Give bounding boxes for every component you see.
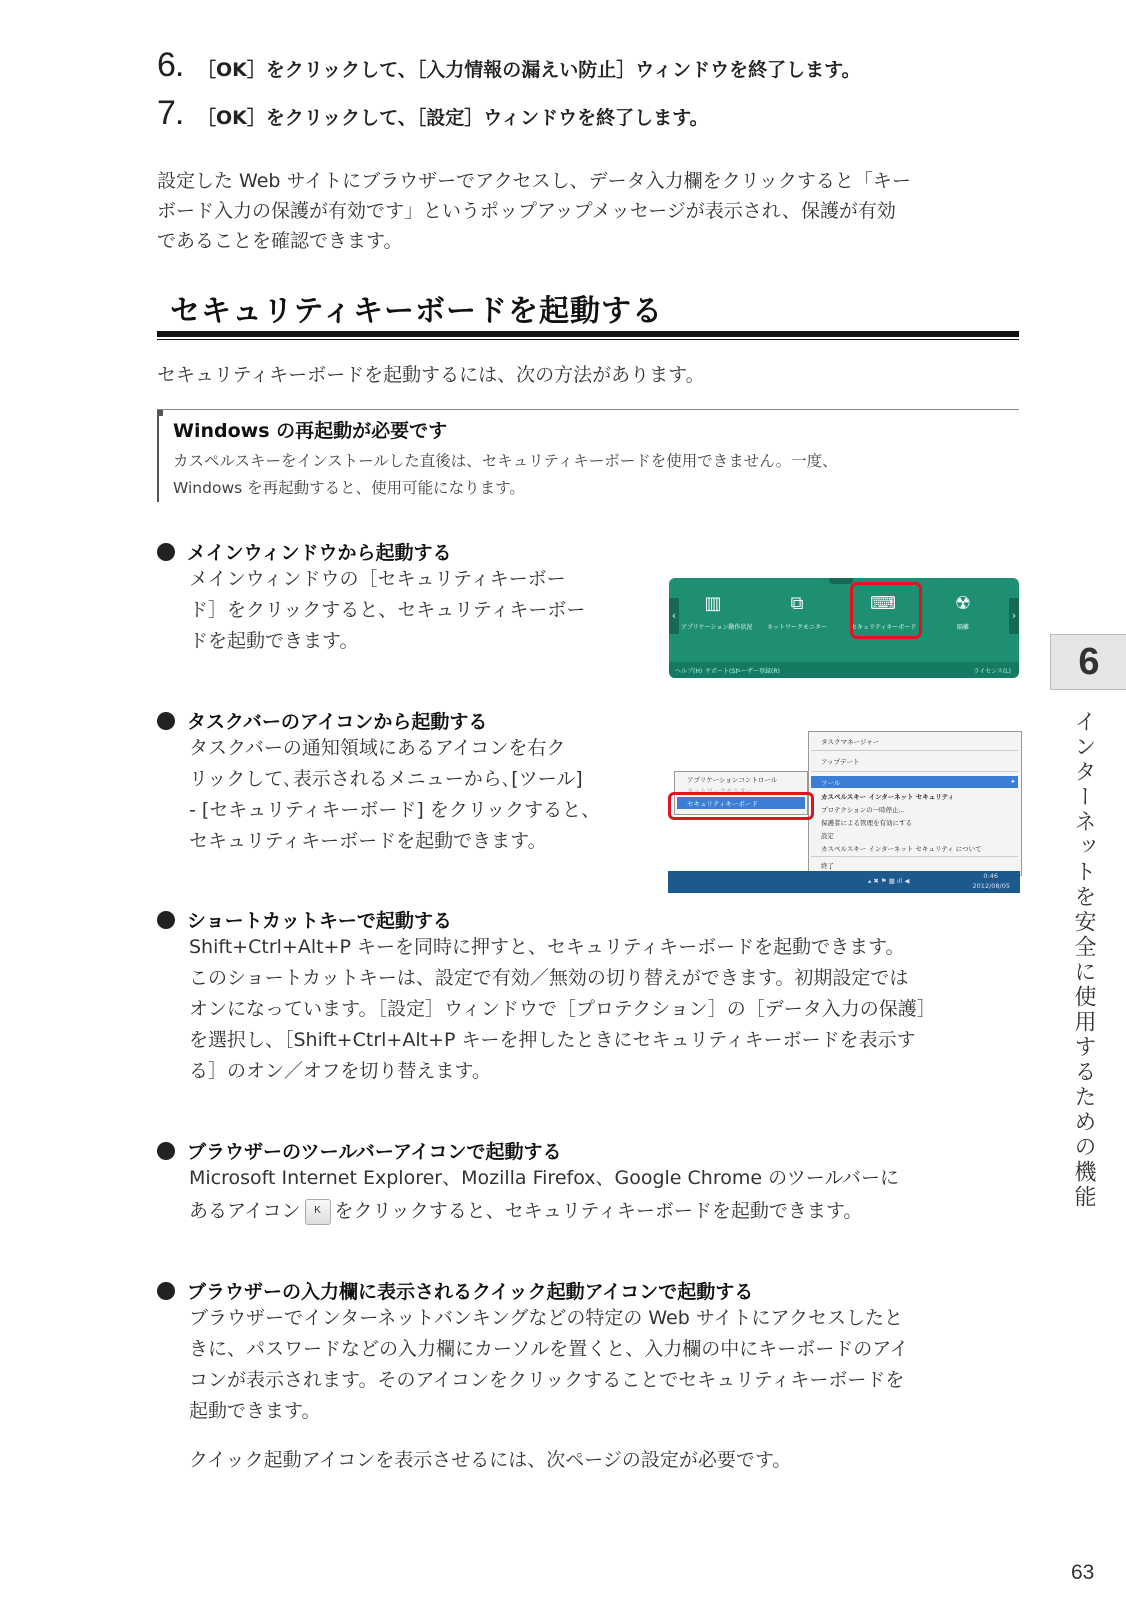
note-line: カスペルスキーをインストールした直後は、セキュリティキーボードを使用できません。一度、 [173, 452, 838, 470]
highlight-frame [668, 792, 814, 820]
menu-item: ツール [821, 779, 841, 787]
intro-paragraph [157, 166, 911, 256]
method-body [189, 564, 585, 657]
step-text: ［OK］をクリックして、［入力情報の漏えい防止］ウィンドウを終了します。 [197, 59, 861, 81]
menu-separator [811, 750, 1018, 751]
body-line: オンになっています。［設定］ウィンドウで［プロテクション］の［データ入力の保護］ [189, 998, 936, 1020]
menu-item: 設定 [821, 832, 834, 840]
note-bar [157, 410, 159, 502]
method-title [157, 707, 487, 734]
intro-line: 設定した Web サイトにブラウザーでアクセスし、データ入力欄をクリックすると「キー [157, 170, 911, 192]
body-line: を選択し、［Shift+Ctrl+Alt+P キーを押したときにセキュリティキーボードを表示す [189, 1029, 916, 1051]
chapter-tab: 6 [1050, 634, 1126, 690]
chart-icon: ▥ [704, 593, 722, 614]
menu-item: ネットワークモニター [687, 787, 752, 795]
tile-label: ネットワークモニター [766, 624, 827, 631]
bullet-icon [157, 1282, 175, 1300]
body-line: ド］をクリックすると、セキュリティキーボー [189, 599, 586, 621]
body-line [189, 1196, 899, 1227]
tile-label: アプリケーション動作状況 [681, 624, 753, 631]
menu-item: セキュリティキーボード [687, 800, 758, 808]
tile-label: セキュリティキーボード [851, 624, 917, 631]
note-title: Windows の再起動が必要です [173, 420, 448, 442]
note-body [173, 448, 993, 502]
keyboard-toolbar-icon: K [305, 1199, 331, 1225]
step-number: 7. [157, 94, 184, 132]
footer-link: サポート(S) [705, 668, 738, 675]
step-text: ［OK］をクリックして、［設定］ウィンドウを終了します。 [197, 107, 709, 129]
step-number: 6. [157, 46, 184, 84]
body-line: このショートカットキーは、設定で有効／無効の切り替えができます。初期設定では [189, 967, 909, 989]
body-line: ドを起動できます。 [189, 630, 359, 652]
tile-quarantine [931, 592, 995, 631]
section-heading: セキュリティキーボードを起動する [170, 294, 663, 329]
note-line: Windows を再起動すると、使用可能になります。 [173, 479, 525, 497]
menu-item: タスクマネージャー [821, 738, 880, 746]
method-body [189, 733, 600, 857]
chevron-left-icon: ‹ [669, 598, 679, 634]
keyboard-icon: ⌨ [870, 593, 896, 614]
menu-item: 終了 [821, 862, 834, 870]
note-box [157, 409, 1019, 502]
footer-link: ヘルプ(H) [675, 668, 703, 675]
context-menu-screenshot [668, 731, 1020, 893]
taskbar [668, 871, 1020, 893]
bullet-icon [157, 911, 175, 929]
collapse-tab [829, 578, 853, 584]
menu-item: プロテクションの一時停止... [821, 806, 905, 814]
footer-link: ライセンス(L) [973, 668, 1011, 675]
bullet-icon [157, 712, 175, 730]
window-footer [669, 662, 1019, 678]
body-line: メインウィンドウの［セキュリティキーボー [189, 568, 566, 590]
body-line: タスクバーの通知領域にあるアイコンを右ク [189, 737, 566, 759]
main-window-screenshot [669, 578, 1019, 678]
chevron-right-icon: › [1009, 598, 1019, 634]
body-line: ブラウザーでインターネットバンキングなどの特定の Web サイトにアクセスしたと [189, 1307, 903, 1329]
method-extra: クイック起動アイコンを表示させるには、次ページの設定が必要です。 [189, 1449, 792, 1471]
menu-item: アプリケーションコントロール [687, 776, 778, 784]
body-line: Shift+Ctrl+Alt+P キーを同時に押すと、セキュリティキーボードを起動できます。 [189, 936, 905, 958]
step-6 [157, 46, 861, 85]
intro-line: ボード入力の保護が有効です」というポップアップメッセージが表示され、保護が有効 [157, 200, 896, 222]
method-title [157, 906, 452, 933]
heading-rule [157, 331, 1019, 337]
tray-date: 2012/08/05 [972, 882, 1010, 890]
note-marker [157, 410, 163, 416]
body-text: をクリックすると、セキュリティキーボードを起動できます。 [334, 1200, 863, 1222]
method-title-text: ブラウザーの入力欄に表示されるクイック起動アイコンで起動する [187, 1281, 754, 1303]
method-title-text: メインウィンドウから起動する [187, 542, 452, 564]
footer-link: ユーザー登録(R) [735, 668, 780, 675]
lead-text: セキュリティキーボードを起動するには、次の方法があります。 [157, 364, 705, 386]
menu-separator [811, 771, 1018, 772]
body-line: セキュリティキーボードを起動できます。 [189, 830, 547, 852]
tray-time: 0:46 [983, 872, 998, 880]
body-line: Microsoft Internet Explorer、Mozilla Firefox、Google Chrome のツールバーに [189, 1167, 900, 1189]
method-title-text: タスクバーのアイコンから起動する [187, 711, 488, 733]
highlight-frame [850, 582, 922, 639]
heading-rule-thin [157, 339, 1019, 340]
menu-item: カスペルスキー インターネット セキュリティ について [821, 845, 982, 853]
quarantine-icon: ☢ [954, 593, 972, 614]
body-line: リックして､表示されるメニューから､[ツール] [189, 768, 583, 790]
method-title [157, 1277, 753, 1304]
tray-context-menu [808, 731, 1022, 876]
method-title-text: ブラウザーのツールバーアイコンで起動する [187, 1141, 562, 1163]
menu-item: カスペルスキー インターネット セキュリティ [821, 793, 955, 801]
menu-item: アップデート [821, 758, 860, 766]
bullet-icon [157, 1142, 175, 1160]
method-title [157, 1137, 562, 1164]
menu-separator [811, 856, 1018, 857]
tile-label: 隔離 [956, 624, 969, 631]
step-7 [157, 94, 709, 133]
chapter-title: インターネットを安全に使用するための機能 [1071, 710, 1096, 1210]
tile-app-status [681, 592, 753, 631]
page-number: 63 [1071, 1561, 1095, 1584]
method-body [189, 1303, 909, 1427]
method-title [157, 538, 451, 565]
body-line: きに、パスワードなどの入力欄にカーソルを置くと、入力欄の中にキーボードのアイ [189, 1338, 909, 1360]
body-line: る］のオン／オフを切り替えます。 [189, 1060, 491, 1082]
bullet-icon [157, 543, 175, 561]
network-icon: ⧉ [790, 593, 804, 614]
body-text: あるアイコン [189, 1200, 301, 1222]
intro-line: であることを確認できます。 [157, 230, 403, 252]
method-body [189, 932, 936, 1087]
tray-icons: ▴ ✖ ⚑ ▦ ıll ◀ [868, 877, 910, 885]
body-line: コンが表示されます。そのアイコンをクリックすることでセキュリティキーボードを [189, 1369, 905, 1391]
tile-network-monitor [765, 592, 829, 631]
menu-selection [811, 776, 1018, 788]
method-body [189, 1163, 899, 1227]
body-line: - [セキュリティキーボード] をクリックすると、 [189, 799, 601, 821]
method-title-text: ショートカットキーで起動する [187, 910, 452, 932]
chevron-right-icon: ▸ [1011, 777, 1015, 785]
body-line: 起動できます。 [189, 1400, 321, 1422]
menu-item: 保護者による管理を有効にする [821, 819, 912, 827]
